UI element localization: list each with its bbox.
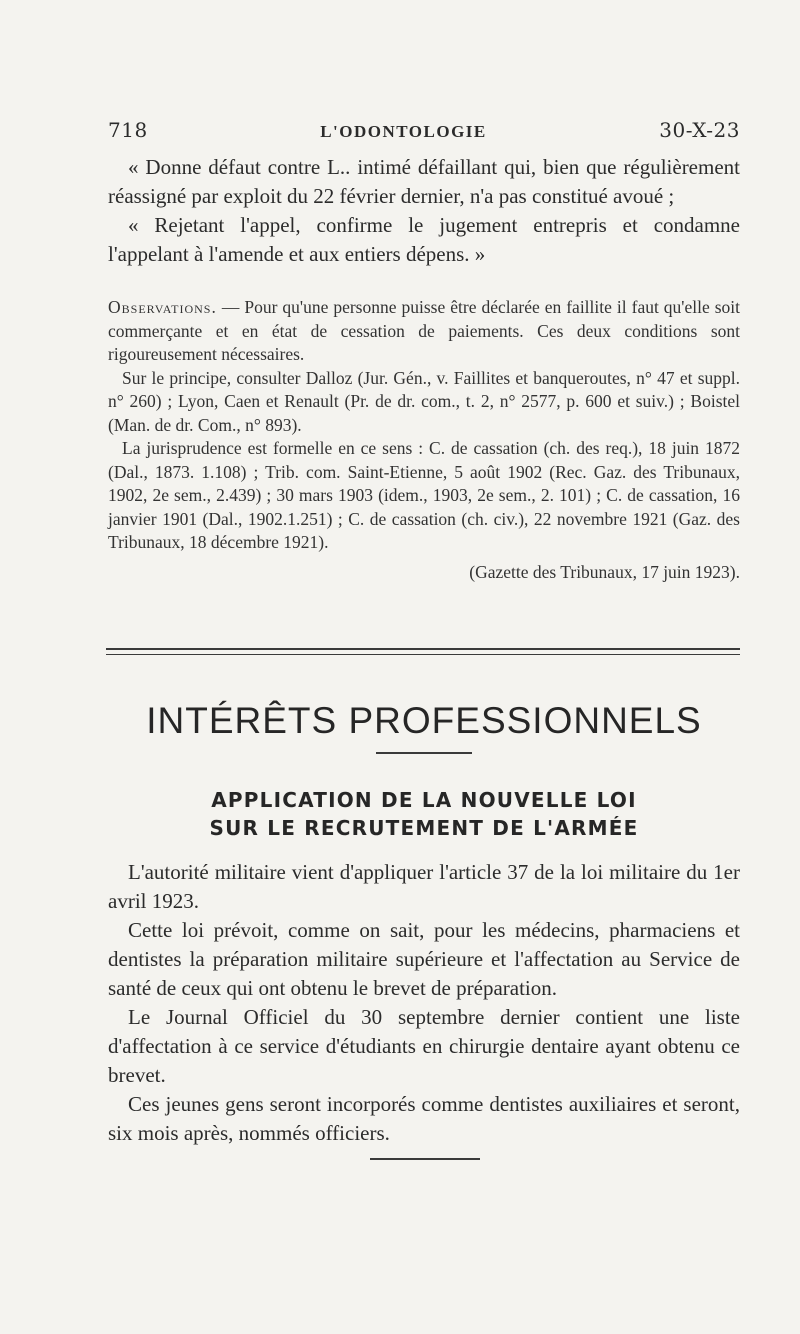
article-title-line: SUR LE RECRUTEMENT DE L'ARMÉE	[209, 816, 639, 840]
title-rule	[376, 752, 472, 754]
observations-text: Pour qu'une personne puisse être déclarée en faillite il faut qu'elle soit commerçante et en état de cessation de paiements. Ces deux conditions sont rigoureusement nécessaires.	[108, 297, 741, 364]
article-paragraph: Le Journal Officiel du 30 septembre dernier contient une liste d'affectation à ce service d'étudiants en chirurgie dentaire ayant obtenu ce brevet.	[108, 1005, 740, 1087]
end-rule	[370, 1158, 480, 1160]
section-title: INTÉRÊTS PROFESSIONNELS	[146, 700, 702, 741]
court-verdict	[108, 153, 740, 269]
running-header	[108, 118, 740, 142]
verdict-paragraph: « Donne défaut contre L.. intimé défaillant qui, bien que régulièrement réassigné par exploit du 22 février dernier, n'a pas constitué avoué ;	[108, 155, 740, 208]
observations-label: Observations.	[108, 297, 217, 317]
observations-source: (Gazette des Tribunaux, 17 juin 1923).	[469, 561, 740, 582]
observations-paragraph: La jurisprudence est formelle en ce sens : C. de cassation (ch. des req.), 18 juin 1872 (Dal., 1873. 1.108) ; Trib. com. Saint-Etienne, 5 août 1902 (Rec. Gaz. des Tribunaux, 1902, 2e sem., 2.439) ; 30 mars 1903 (idem., 1903, 2e sem., 2. 101) ; C. de cassation, 16 janvier 1901 (Dal., 1902.1.251) ; C. de cassation (ch. civ.), 22 novembre 1921 (Gaz. des Tribunaux, 18 décembre 1921).	[108, 438, 740, 552]
verdict-paragraph: « Rejetant l'appel, confirme le jugement entrepris et condamne l'appelant à l'amende et aux entiers dépens. »	[108, 213, 740, 266]
article-paragraph: L'autorité militaire vient d'appliquer l'article 37 de la loi militaire du 1er avril 1923.	[108, 860, 740, 913]
issue-date: 30-X-23	[659, 118, 740, 142]
article-paragraph: Cette loi prévoit, comme on sait, pour les médecins, pharmaciens et dentistes la préparation militaire supérieure et l'affectation au Service de santé de ceux qui ont obtenu le brevet de préparation.	[108, 918, 740, 1000]
page-number: 718	[108, 118, 148, 142]
journal-title: L'ODONTOLOGIE	[320, 122, 487, 141]
article-paragraph: Ces jeunes gens seront incorporés comme dentistes auxiliaires et seront, six mois après, nommés officiers.	[108, 1092, 740, 1145]
observations-paragraph: Sur le principe, consulter Dalloz (Jur. Gén., v. Faillites et banqueroutes, n° 47 et suppl. n° 260) ; Lyon, Caen et Renault (Pr. de dr. com., t. 2, n° 2577, p. 600 et suiv.) ; Boistel (Man. de dr. Com., n° 893).	[108, 367, 740, 435]
article-title-line: APPLICATION DE LA NOUVELLE LOI	[211, 788, 637, 812]
observations-paragraph	[108, 296, 740, 367]
article-title	[108, 786, 740, 842]
article-body	[108, 858, 740, 1148]
observations-dash: —	[216, 297, 245, 317]
observations-block	[108, 296, 740, 584]
section-divider	[106, 648, 740, 655]
